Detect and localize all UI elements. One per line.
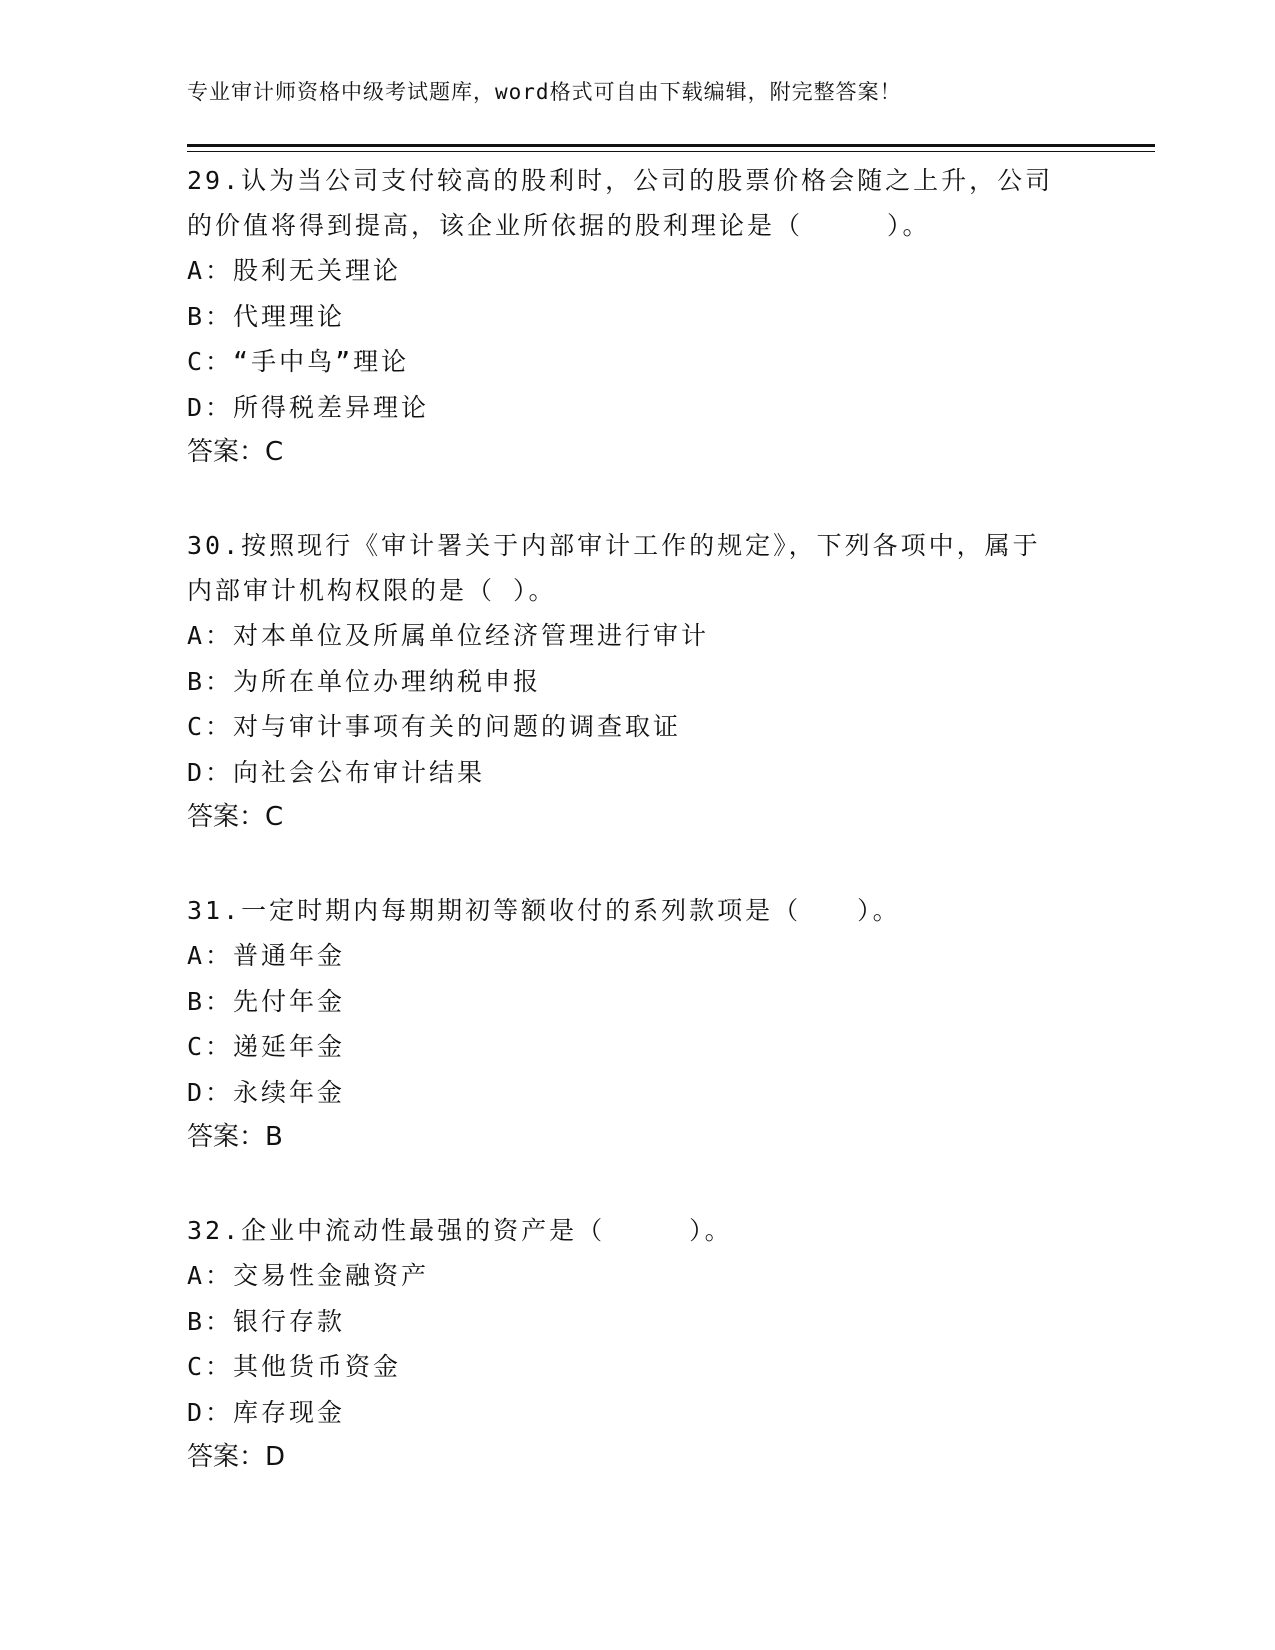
question-stem-line: 的价值将得到提高，该企业所依据的股利理论是（ ）。 bbox=[187, 211, 931, 240]
option-a: A：交易性金融资产 bbox=[187, 1261, 430, 1290]
option-b: B：为所在单位办理纳税申报 bbox=[187, 666, 542, 696]
answer-line: 答案：C bbox=[187, 437, 284, 467]
option-d: D：永续年金 bbox=[187, 1077, 346, 1107]
header-rule-thin bbox=[187, 151, 1155, 152]
option-a: A：股利无关理论 bbox=[187, 256, 402, 285]
question-stem-line: 31.一定时期内每期期初等额收付的系列款项是（ ）。 bbox=[187, 896, 901, 925]
question-stem-line: 30.按照现行《审计署关于内部审计工作的规定》，下列各项中，属于 bbox=[187, 531, 1041, 560]
option-a: A：对本单位及所属单位经济管理进行审计 bbox=[187, 621, 710, 650]
option-b: B：银行存款 bbox=[187, 1306, 346, 1336]
header-rule-thick bbox=[187, 144, 1155, 147]
question-30 bbox=[187, 523, 1087, 840]
question-29 bbox=[187, 158, 1087, 475]
option-b: B：代理理论 bbox=[187, 301, 346, 331]
answer-line: 答案：B bbox=[187, 1122, 283, 1152]
question-stem-line: 内部审计机构权限的是（ ）。 bbox=[187, 576, 557, 605]
question-32 bbox=[187, 1208, 1087, 1480]
question-31 bbox=[187, 888, 1087, 1160]
question-stem-line: 32.企业中流动性最强的资产是（ ）。 bbox=[187, 1216, 733, 1245]
option-c: C：“手中鸟”理论 bbox=[187, 347, 410, 376]
question-list bbox=[187, 158, 1087, 1480]
page-header: 专业审计师资格中级考试题库，word格式可自由下载编辑，附完整答案！ bbox=[187, 80, 902, 104]
option-a: A：普通年金 bbox=[187, 941, 346, 970]
answer-line: 答案：D bbox=[187, 1442, 286, 1472]
option-c: C：递延年金 bbox=[187, 1032, 346, 1061]
option-c: C：对与审计事项有关的问题的调查取证 bbox=[187, 712, 682, 741]
option-d: D：所得税差异理论 bbox=[187, 392, 430, 422]
answer-line: 答案：C bbox=[187, 802, 284, 832]
option-c: C：其他货币资金 bbox=[187, 1352, 402, 1381]
option-b: B：先付年金 bbox=[187, 986, 346, 1016]
option-d: D：库存现金 bbox=[187, 1397, 346, 1427]
question-stem-line: 29.认为当公司支付较高的股利时，公司的股票价格会随之上升，公司 bbox=[187, 166, 1054, 195]
option-d: D：向社会公布审计结果 bbox=[187, 757, 486, 787]
